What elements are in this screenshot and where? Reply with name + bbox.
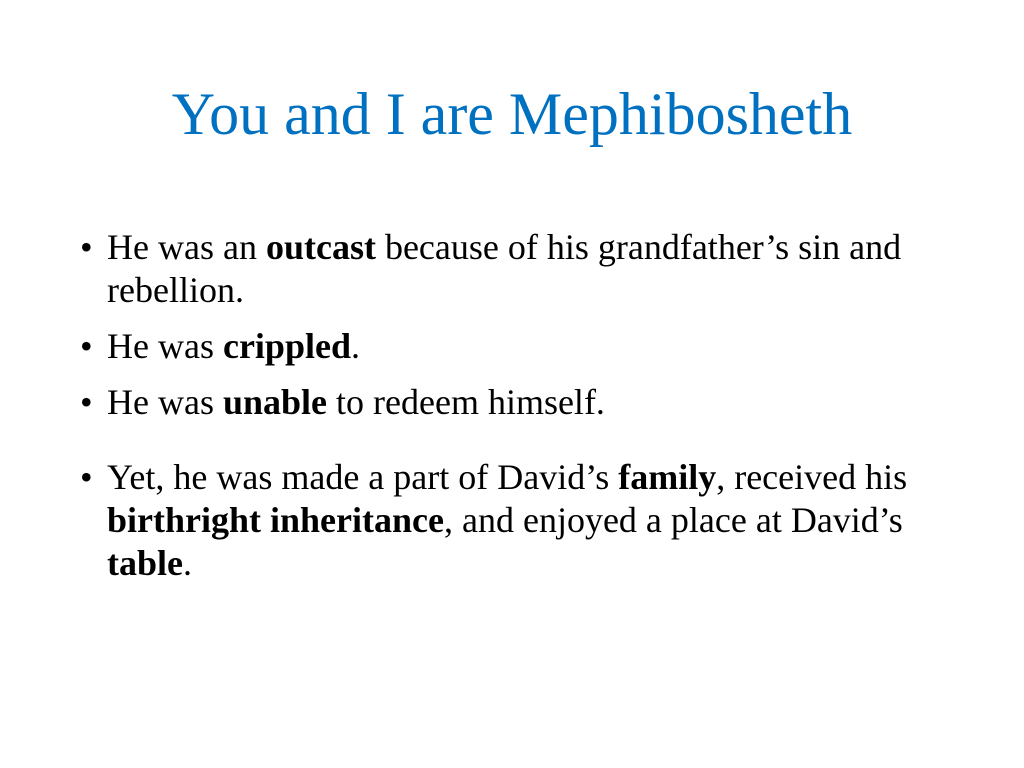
text-segment: He was: [107, 382, 223, 422]
bullet-item: [80, 456, 950, 585]
text-segment: , and enjoyed a place at David’s: [443, 500, 903, 540]
text-segment: .: [183, 543, 192, 583]
text-segment: Yet, he was made a part of David’s: [107, 457, 619, 497]
bullet-text: [107, 382, 605, 422]
bullet-dot-icon: •: [80, 227, 93, 267]
emphasis-text: crippled: [222, 326, 351, 366]
text-segment: , received his: [716, 457, 908, 497]
emphasis-text: outcast: [265, 227, 376, 267]
bullet-item: [80, 325, 950, 368]
emphasis-text: birthright inheritance: [107, 500, 444, 540]
bullet-item: [80, 226, 950, 312]
text-segment: He was: [107, 326, 223, 366]
bullet-list: [80, 226, 950, 598]
bullet-dot-icon: •: [80, 382, 93, 422]
bullet-dot-icon: •: [80, 326, 93, 366]
bullet-dot-icon: •: [80, 457, 93, 497]
bullet-text: [107, 227, 901, 310]
text-segment: He was an: [107, 227, 266, 267]
bullet-text: [107, 457, 907, 583]
slide-title: You and I are Mephibosheth: [171, 81, 853, 147]
emphasis-text: table: [107, 543, 183, 583]
text-segment: to redeem himself.: [327, 382, 605, 422]
text-segment: .: [350, 326, 360, 366]
emphasis-text: family: [618, 457, 717, 497]
bullet-item: [80, 381, 950, 424]
emphasis-text: unable: [222, 382, 328, 422]
bullet-text: [107, 326, 360, 366]
text-segment: because of his grandfather’s sin and rebellion.: [107, 227, 902, 310]
